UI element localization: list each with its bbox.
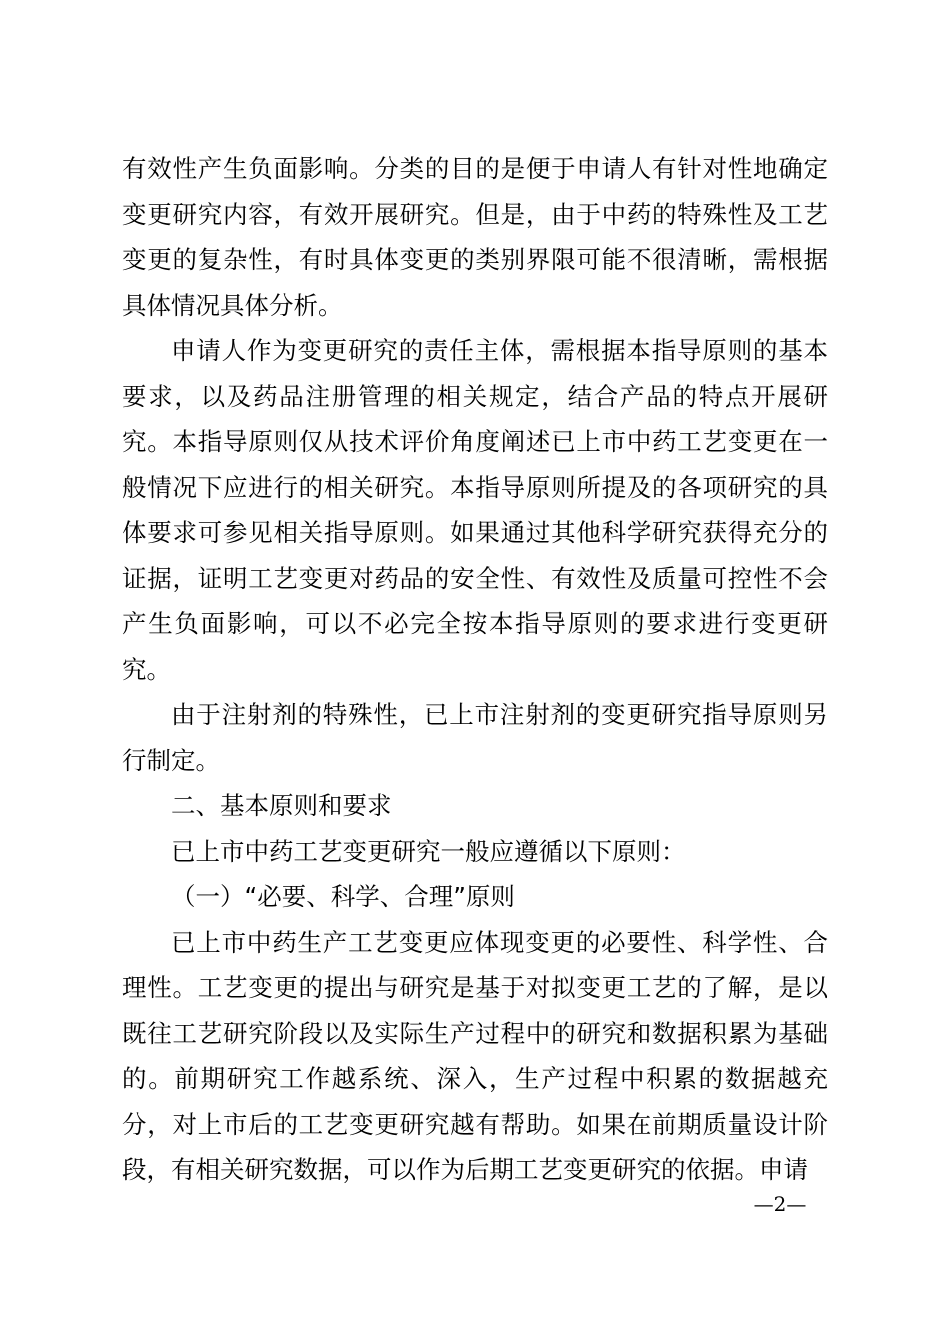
paragraph-applicant-responsibility: 申请人作为变更研究的责任主体，需根据本指导原则的基本要求，以及药品注册管理的相关规定，结合产品的特点开展研究。本指导原则仅从技术评价角度阐述已上市中药工艺变更在一般情况下应进行的相关研究。本指导原则所提及的各项研究的具体要求可参见相关指导原则。如果通过其他科学研究获得充分的证据，证明工艺变更对药品的安全性、有效性及质量可控性不会产生负面影响，可以不必完全按本指导原则的要求进行变更研究。 [122, 336, 828, 684]
subsection-heading-necessary-scientific-reasonable: （一）“必要、科学、合理”原则 [171, 882, 515, 911]
page-number: —2— [753, 1192, 807, 1216]
paragraph-process-change-rationale: 已上市中药生产工艺变更应体现变更的必要性、科学性、合理性。工艺变更的提出与研究是基于对拟变更工艺的了解，是以既往工艺研究阶段以及实际生产过程中的研究和数据积累为基础的。前期研究工作越系统、深入，生产过程中积累的数据越充分，对上市后的工艺变更研究越有帮助。如果在前期质量设计阶段，有相关研究数据，可以作为后期工艺变更研究的依据。申请 [122, 927, 828, 1184]
paragraph-injection-note: 由于注射剂的特殊性，已上市注射剂的变更研究指导原则另行制定。 [122, 700, 828, 775]
paragraph-principles-intro: 已上市中药工艺变更研究一般应遵循以下原则： [171, 836, 686, 866]
paragraph-continuation: 有效性产生负面影响。分类的目的是便于申请人有针对性地确定变更研究内容，有效开展研究。但是，由于中药的特殊性及工艺变更的复杂性，有时具体变更的类别界限可能不很清晰，需根据具体情况具体分析。 [122, 154, 828, 320]
section-heading-basic-principles: 二、基本原则和要求 [171, 791, 392, 820]
document-body [122, 146, 828, 1193]
